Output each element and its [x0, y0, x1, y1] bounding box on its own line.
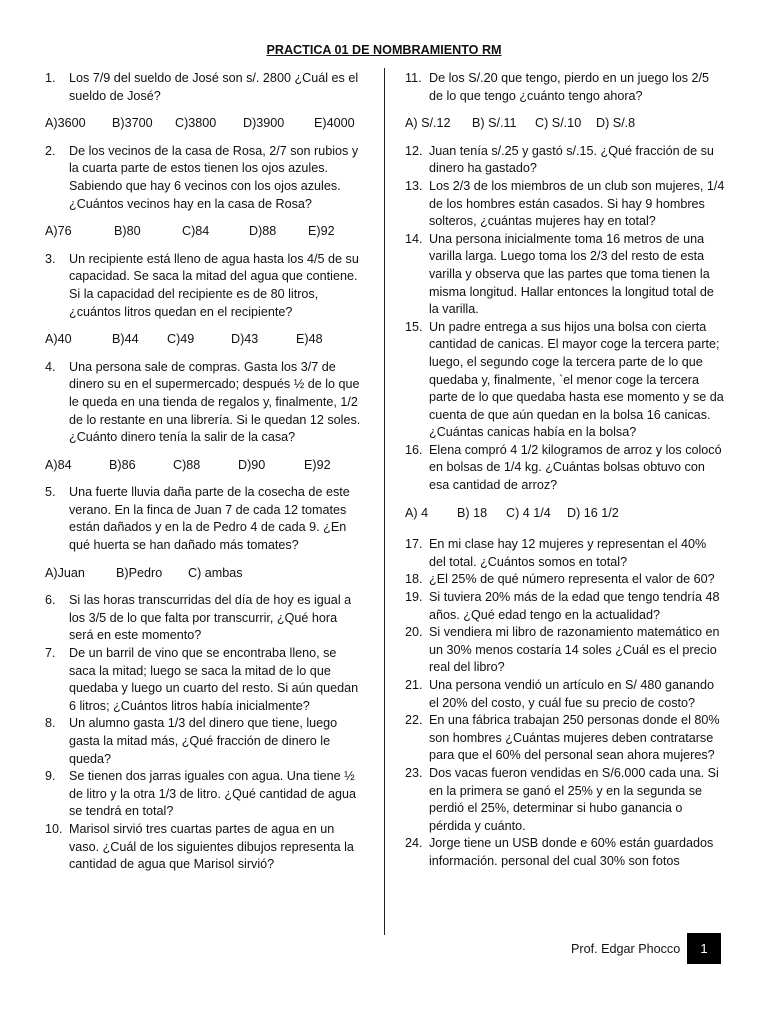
question-text: En mi clase hay 12 mujeres y representan el 40% del total. ¿Cuántos somos en total?: [429, 537, 707, 569]
question-number: 15.: [405, 319, 423, 334]
question-number: 12.: [405, 143, 423, 158]
question-number: 3.: [45, 251, 56, 266]
question-5: [45, 484, 365, 554]
option-e: E)92: [304, 457, 331, 472]
question-text: Los 7/9 del sueldo de José son s/. 2800 ¿Cuál es el sueldo de José?: [69, 71, 359, 103]
question-number: 14.: [405, 231, 423, 246]
question-19: [405, 589, 725, 624]
option-a: A)3600: [45, 116, 86, 131]
option-a: A) 4: [405, 505, 429, 520]
option-e: E)48: [296, 332, 323, 347]
option-c: C)88: [173, 457, 201, 472]
question-13: [405, 178, 725, 231]
option-d: D) 16 1/2: [567, 505, 619, 520]
question-24: [405, 835, 725, 870]
question-number: 24.: [405, 836, 423, 851]
question-number: 13.: [405, 178, 423, 193]
question-2: [45, 143, 365, 213]
right-column: [405, 70, 725, 871]
option-c: C) ambas: [188, 565, 243, 580]
question-number: 5.: [45, 485, 56, 500]
question-3: [45, 251, 365, 321]
option-a: A)Juan: [45, 565, 85, 580]
question-number: 10.: [45, 821, 63, 836]
option-a: A)84: [45, 457, 72, 472]
page-number: 1: [687, 933, 721, 964]
option-d: D)90: [238, 457, 266, 472]
question-number: 9.: [45, 769, 56, 784]
question-text: Una persona sale de compras. Gasta los 3/7 de dinero su en el supermercado; después ½ de lo que le queda en una tienda de regalos y, finalmente, 1/2 de lo restante en una librería. Si le quedan 12 soles. ¿Cuánto dinero tenía la salir de la casa?: [69, 359, 361, 445]
question-7: [45, 645, 365, 715]
question-text: De los S/.20 que tengo, pierdo en un juego los 2/5 de lo que tengo ¿cuánto tengo ahora?: [429, 71, 710, 103]
option-a: A)76: [45, 224, 72, 239]
question-21: [405, 677, 725, 712]
question-17: [405, 536, 725, 571]
options-q11: [405, 115, 725, 133]
question-number: 20.: [405, 625, 423, 640]
question-text: Se tienen dos jarras iguales con agua. Una tiene ½ de litro y la otra 1/3 de litro. ¿Qué cantidad de agua se tendrá en total?: [69, 769, 357, 819]
options-q5: [45, 565, 365, 583]
question-15: [405, 319, 725, 442]
question-text: Una persona vendió un artículo en S/ 480 ganando el 20% del costo, y cuál fue su precio de costo?: [429, 678, 714, 710]
question-number: 16.: [405, 442, 423, 457]
options-q3: [45, 331, 365, 349]
question-16: [405, 442, 725, 495]
question-text: De un barril de vino que se encontraba lleno, se saca la mitad; luego se saca la mitad de lo que quedaba y luego un cuarto del resto. Si aún quedan 6 litros; ¿Cuántos litros había inicialmente?: [69, 646, 359, 713]
question-12: [405, 143, 725, 178]
question-text: Si las horas transcurridas del día de hoy es igual a los 3/5 de lo que falta por transcurrir, ¿Qué hora será en este momento?: [69, 593, 352, 643]
option-c: C)3800: [175, 116, 217, 131]
question-text: En una fábrica trabajan 250 personas donde el 80% son hombres ¿Cuántas mujeres deben contratarse para que el 60% del personal sean ahora mujeres?: [429, 713, 720, 763]
option-e: E)92: [308, 224, 335, 239]
option-a: A) S/.12: [405, 116, 451, 131]
option-d: D)88: [249, 224, 277, 239]
question-text: Marisol sirvió tres cuartas partes de agua en un vaso. ¿Cuál de los siguientes dibujos representa la cantidad de agua que Marisol sirvió?: [69, 821, 354, 872]
question-number: 22.: [405, 713, 423, 728]
question-number: 18.: [405, 572, 423, 587]
question-number: 21.: [405, 678, 423, 692]
question-10: [45, 821, 365, 874]
option-d: D)43: [231, 332, 259, 347]
question-number: 23.: [405, 765, 423, 780]
option-b: B)44: [112, 332, 139, 347]
left-column: [45, 70, 365, 874]
question-14: [405, 231, 725, 319]
option-b: B) 18: [457, 505, 488, 520]
options-q2: [45, 223, 365, 241]
question-4: [45, 359, 365, 447]
options-q16: [405, 505, 725, 523]
question-text: Un recipiente está lleno de agua hasta los 4/5 de su capacidad. Se saca la mitad del agua que contiene. Si la capacidad del recipiente es de 80 litros, ¿cuántos litros quedan en el recipiente?: [69, 251, 359, 319]
option-b: B)80: [114, 224, 141, 239]
question-1: [45, 70, 365, 105]
question-11: [405, 70, 725, 105]
options-q1: [45, 115, 365, 133]
question-number: 17.: [405, 537, 423, 552]
option-b: B)86: [109, 457, 136, 472]
question-text: Dos vacas fueron vendidas en S/6.000 cada una. Si en la primera se ganó el 25% y en la segunda se perdió el 25%, determinar si hubo ganancia o pérdida y cuánto.: [429, 765, 719, 833]
question-number: 8.: [45, 716, 56, 731]
options-q4: [45, 457, 365, 475]
option-c: C) 4 1/4: [506, 505, 551, 520]
question-number: 2.: [45, 143, 56, 158]
question-number: 1.: [45, 71, 56, 85]
question-text: Si tuviera 20% más de la edad que tengo tendría 48 años. ¿Qué edad tengo en la actualidad?: [429, 590, 720, 622]
question-text: Elena compró 4 1/2 kilogramos de arroz y los colocó en bolsas de 1/4 kg. ¿Cuántas bolsas obtuvo con esa cantidad de arroz?: [429, 442, 722, 493]
option-b: B)3700: [112, 116, 153, 131]
question-text: Una fuerte lluvia daña parte de la cosecha de este verano. En la finca de Juan 7 de cada 12 tomates están dañados y en la de Pedro 4 de cada 9. ¿En qué huerta se han dañado más tomates?: [69, 485, 350, 553]
question-6: [45, 592, 365, 645]
question-text: ¿El 25% de qué número representa el valor de 60?: [429, 572, 715, 587]
question-18: [405, 571, 725, 589]
column-divider: [384, 68, 385, 935]
question-text: Un alumno gasta 1/3 del dinero que tiene, luego gasta la mitad más, ¿Qué fracción de dinero le queda?: [69, 716, 338, 766]
option-b: B) S/.11: [472, 116, 517, 131]
question-number: 4.: [45, 359, 56, 374]
question-23: [405, 765, 725, 835]
option-a: A)40: [45, 332, 72, 347]
question-text: Los 2/3 de los miembros de un club son mujeres, 1/4 de los hombres están casados. Si hay 9 hombres solteros, ¿cuántas mujeres hay en total?: [429, 178, 725, 229]
option-d: D) S/.8: [596, 116, 636, 131]
option-b: B)Pedro: [116, 565, 163, 580]
question-number: 6.: [45, 593, 56, 608]
question-number: 7.: [45, 646, 56, 661]
question-text: Un padre entrega a sus hijos una bolsa con cierta cantidad de canicas. El mayor coge la tercera parte; luego, el segundo coge la tercera parte de lo que quedaba y, finalmente, `el menor coge la tercera parte de lo que quedaba hasta ese momento y se da cuenta de que aún quedan en la bolsa 16 canicas. ¿Cuántas canicas había en la bolsa?: [429, 319, 724, 440]
page-title: PRACTICA 01 DE NOMBRAMIENTO RM: [266, 43, 502, 57]
question-9: [45, 768, 365, 821]
option-d: D)3900: [243, 116, 285, 131]
question-text: Si vendiera mi libro de razonamiento matemático en un 30% menos costaría 14 soles ¿Cuál es el precio real del libro?: [429, 625, 720, 675]
question-22: [405, 712, 725, 765]
question-text: Juan tenía s/.25 y gastó s/.15. ¿Qué fracción de su dinero ha gastado?: [429, 143, 714, 176]
option-e: E)4000: [314, 116, 355, 131]
question-20: [405, 624, 725, 677]
question-number: 19.: [405, 590, 423, 605]
question-text: Jorge tiene un USB donde e 60% están guardados información. personal del cual 30% son fotos: [429, 836, 714, 868]
question-text: De los vecinos de la casa de Rosa, 2/7 son rubios y la cuarta parte de estos tienen los ojos azules. Sabiendo que hay 6 vecinos con los ojos azules. ¿Cuántos vecinos hay en la casa de Rosa?: [69, 143, 359, 211]
author-name: Prof. Edgar Phocco: [571, 942, 681, 956]
option-c: C)84: [182, 224, 210, 239]
question-number: 11.: [405, 71, 422, 85]
option-c: C)49: [167, 332, 195, 347]
question-8: [45, 715, 365, 768]
question-text: Una persona inicialmente toma 16 metros de una varilla larga. Luego toma los 2/3 del resto de esta varilla y observa que las partes que toma tienen la misma longitud. Hallar entonces la longitud total de la varilla.: [429, 231, 714, 317]
option-c: C) S/.10: [535, 116, 582, 131]
